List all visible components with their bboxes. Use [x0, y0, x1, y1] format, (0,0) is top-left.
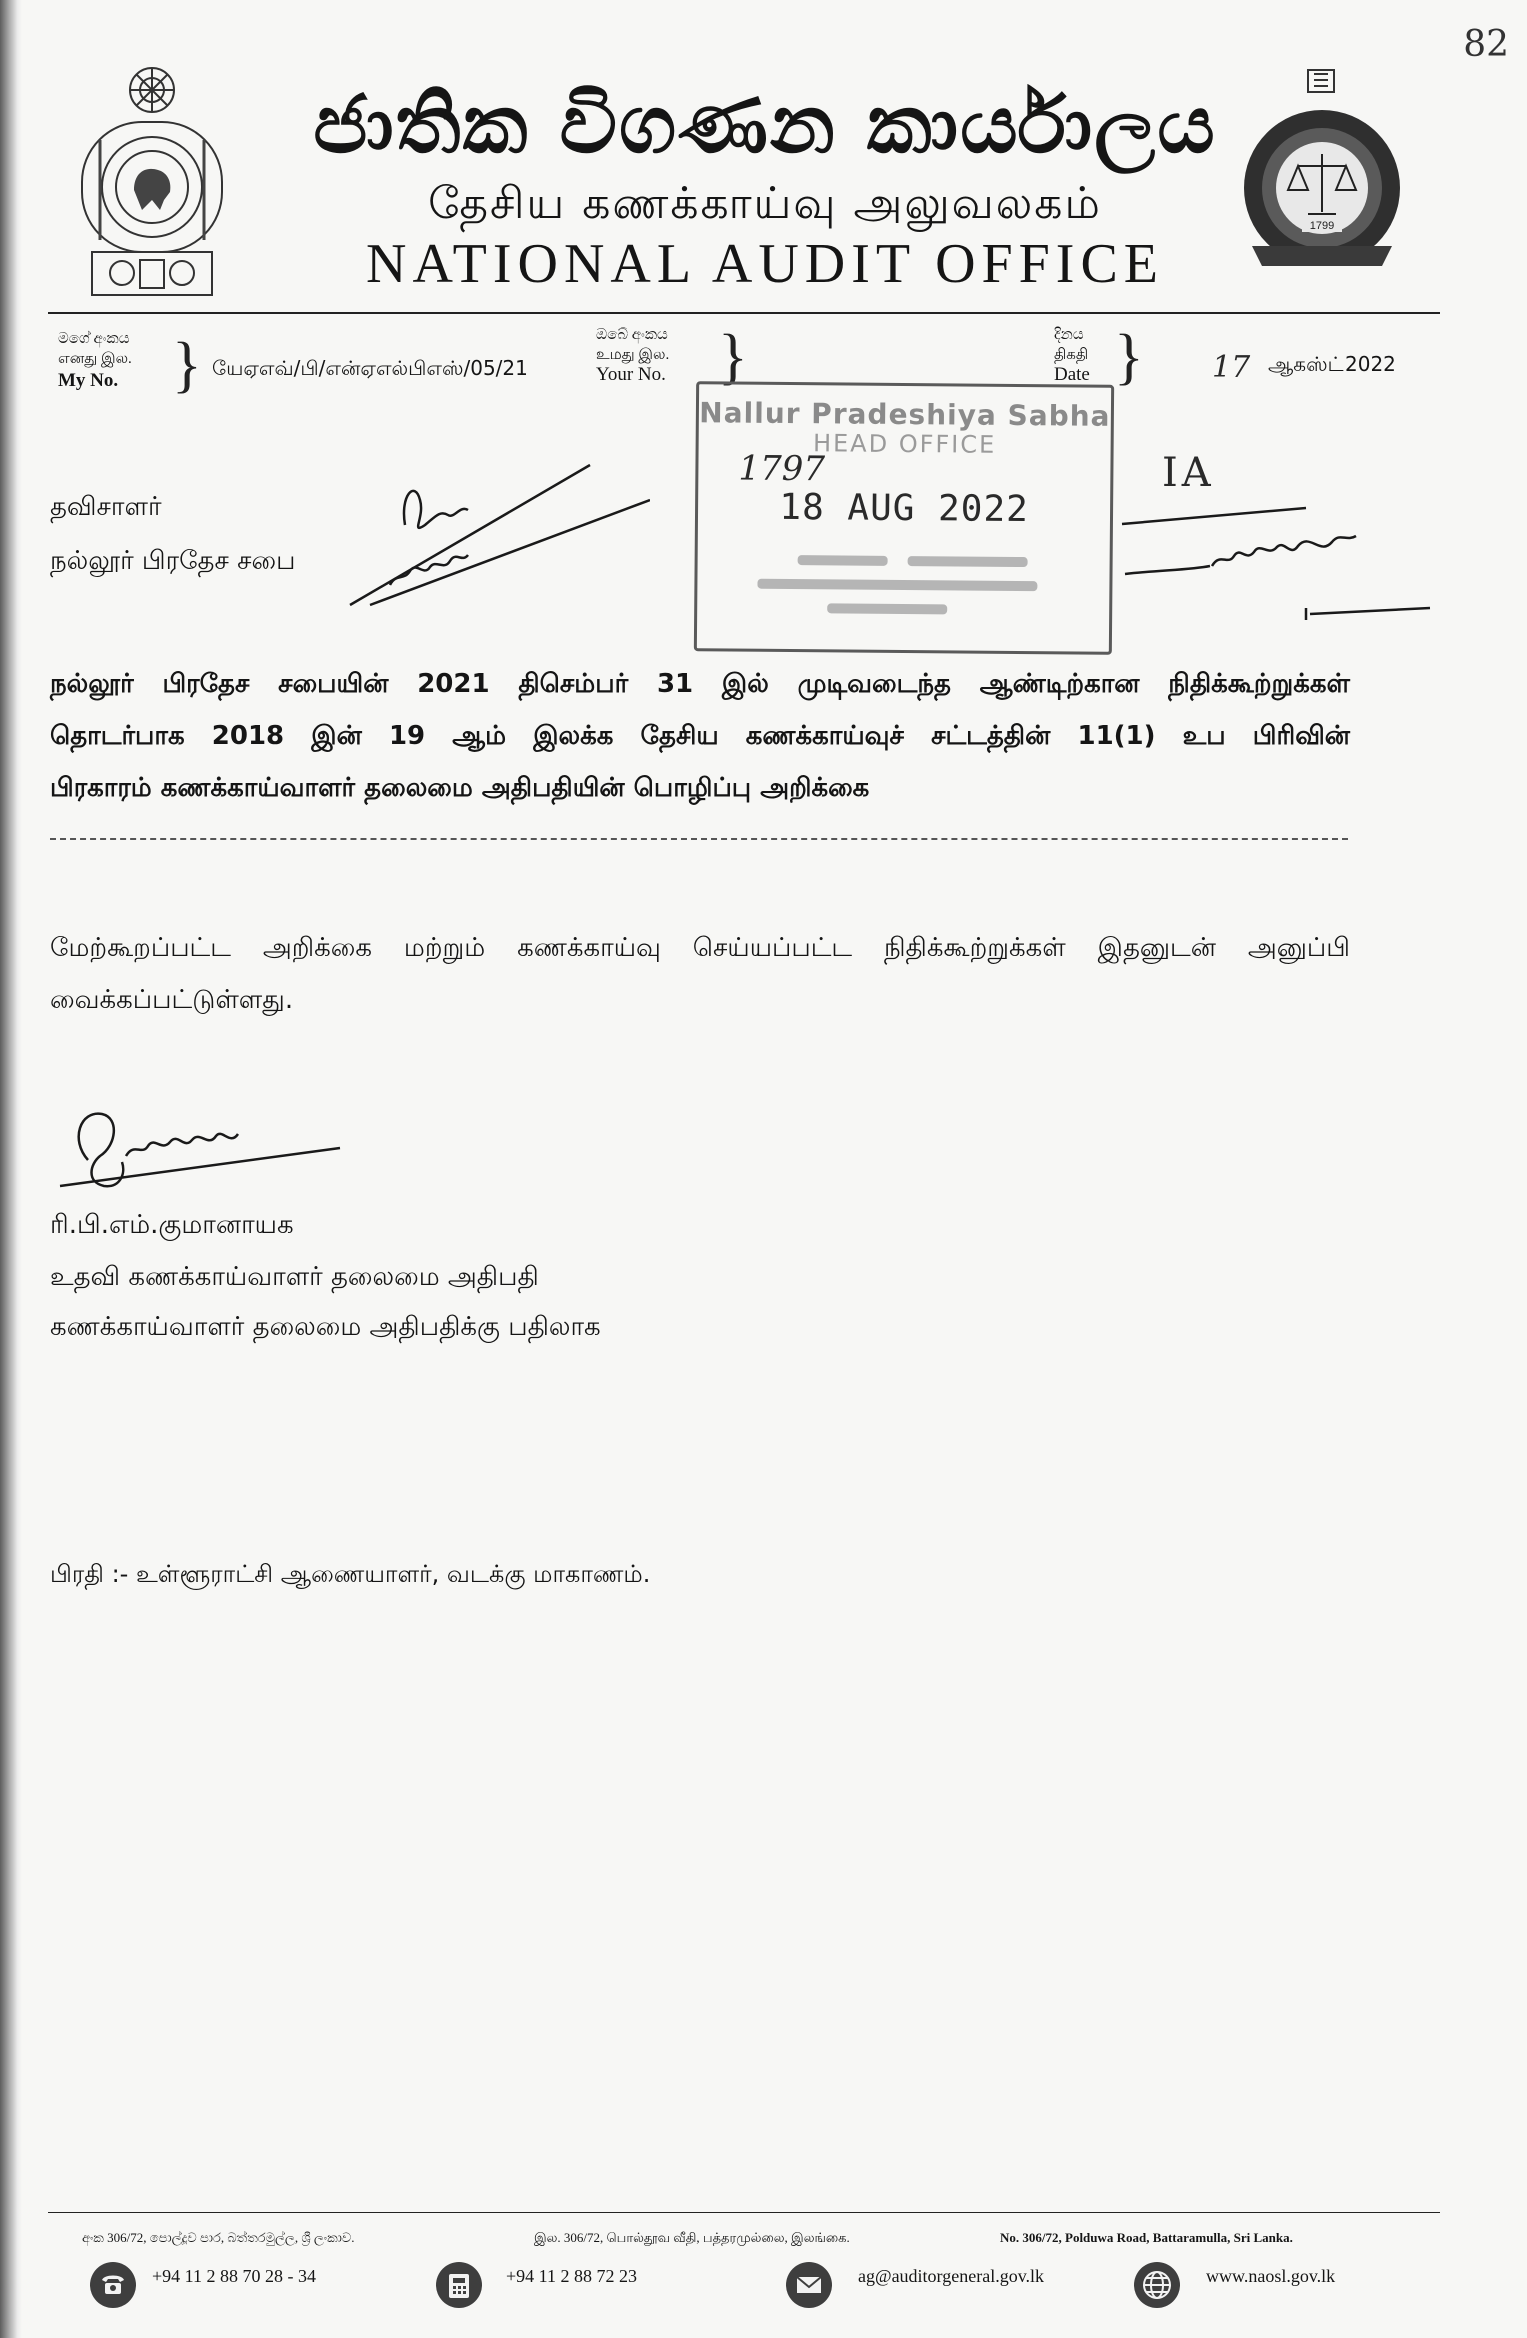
audit-office-seal-icon	[1238, 62, 1406, 287]
footer-address-si: අංක 306/72, පොල්දූව පාර, බත්තරමුල්ල, ශ්‍රී ලංකාව.	[82, 2230, 355, 2245]
body-line-1: மேற்கூறப்பட்ட அறிக்கை மற்றும் கணக்காய்வு செய்யப்பட்ட நிதிக்கூற்றுக்கள் இதனுடன் அனுப்பி	[50, 933, 1350, 963]
date-month: ஆகஸ்ட்	[1268, 352, 1344, 376]
addressee-office: நல்லூர் பிரதேச சபை	[50, 546, 296, 576]
stamp-date: 18 AUG 2022	[779, 486, 1029, 531]
my-no-label-en: My No.	[58, 370, 119, 391]
my-no-label-si: මගේ අංකය	[58, 331, 130, 347]
footer-address-en: No. 306/72, Polduwa Road, Battaramulla, Sri Lanka.	[1000, 2230, 1293, 2245]
stamp-office: Nallur Pradeshiya Sabha	[699, 396, 1111, 433]
footer-fax: +94 11 2 88 72 23	[506, 2266, 637, 2286]
handwritten-initials-icon	[330, 455, 650, 615]
fax-icon	[436, 2262, 482, 2308]
date-day-handwritten: 17	[1212, 350, 1251, 385]
subject-line-2: தொடர்பாக 2018 இன் 19 ஆம் இலக்க தேசிய கணக்காய்வுச் சட்டத்தின் 11(1) உப பிரிவின்	[50, 721, 1350, 751]
date-label-si: දිනය	[1054, 327, 1084, 343]
signatory-name: ரி.பி.எம்.குமானாயக	[50, 1210, 294, 1240]
footer-rule	[48, 2212, 1440, 2213]
body-line-2: வைக்கப்பட்டுள்ளது.	[50, 985, 294, 1015]
signatory-title-1: உதவி கணக்காய்வாளர் தலைமை அதிபதி	[50, 1262, 539, 1292]
my-no-value: யேஏஎவ்/பி/என்ஏஎல்பிஎஸ்/05/21	[212, 356, 528, 380]
phone-icon	[90, 2262, 136, 2308]
stamp-number-handwritten: 1797	[738, 448, 826, 490]
page-number: 82	[1463, 24, 1509, 65]
email-icon	[786, 2262, 832, 2308]
signature-icon	[50, 1090, 350, 1200]
date-year: 2022	[1345, 352, 1396, 376]
copy-to: பிரதி :- உள்ளூராட்சி ஆணையாளர், வடக்கு மாகாணம்.	[50, 1560, 651, 1588]
footer-address-ta: இல. 306/72, பொல்தூவ வீதி, பத்தரமுல்லை, இலங்கை.	[534, 2230, 850, 2245]
header-rule	[48, 312, 1440, 314]
sri-lanka-emblem-icon	[62, 60, 242, 310]
date-label-en: Date	[1054, 364, 1090, 385]
subject-line-1: நல்லூர் பிரதேச சபையின் 2021 திசெம்பர் 31 இல் முடிவடைந்த ஆண்டிற்கான நிதிக்கூற்றுக்கள்	[50, 669, 1350, 699]
title-sinhala: ජාතික විගණන කාර්යාලය	[313, 78, 1217, 171]
stamp-faded-text-icon	[757, 545, 1058, 628]
title-tamil: தேசிய கணக்காய்வு அலுவலகம்	[428, 178, 1102, 229]
subject-line-3: பிரகாரம் கணக்காய்வாளர் தலைமை அதிபதியின் பொழிப்பு அறிக்கை	[50, 773, 870, 803]
page-edge-shadow	[0, 0, 22, 2338]
received-stamp	[694, 381, 1114, 655]
footer-website: www.naosl.gov.lk	[1206, 2266, 1336, 2286]
your-no-label-ta: உமது இல.	[596, 347, 670, 363]
footer-email: ag@auditorgeneral.gov.lk	[858, 2266, 1045, 2286]
globe-icon	[1134, 2262, 1180, 2308]
my-no-brace: }	[172, 331, 202, 399]
my-no-label-ta: எனது இல.	[58, 351, 132, 367]
title-english: NATIONAL AUDIT OFFICE	[366, 233, 1164, 295]
your-no-label-si: ඔබේ අංකය	[596, 327, 668, 343]
signatory-title-2: கணக்காய்வாளர் தலைமை அதிபதிக்கு பதிலாக	[50, 1312, 601, 1342]
date-brace: }	[1114, 323, 1144, 391]
footer-phone: +94 11 2 88 70 28 - 34	[152, 2266, 316, 2286]
date-label-ta: திகதி	[1054, 347, 1089, 363]
subject-separator	[50, 838, 1348, 840]
addressee-title: தவிசாளர்	[50, 492, 162, 522]
your-no-brace: }	[718, 323, 748, 391]
stamp-sub: HEAD OFFICE	[812, 429, 997, 459]
seal-year: 1799	[1309, 220, 1335, 232]
handwritten-ia: IA	[1162, 450, 1215, 496]
handwritten-marks-icon	[1120, 462, 1440, 632]
your-no-label-en: Your No.	[596, 364, 666, 385]
